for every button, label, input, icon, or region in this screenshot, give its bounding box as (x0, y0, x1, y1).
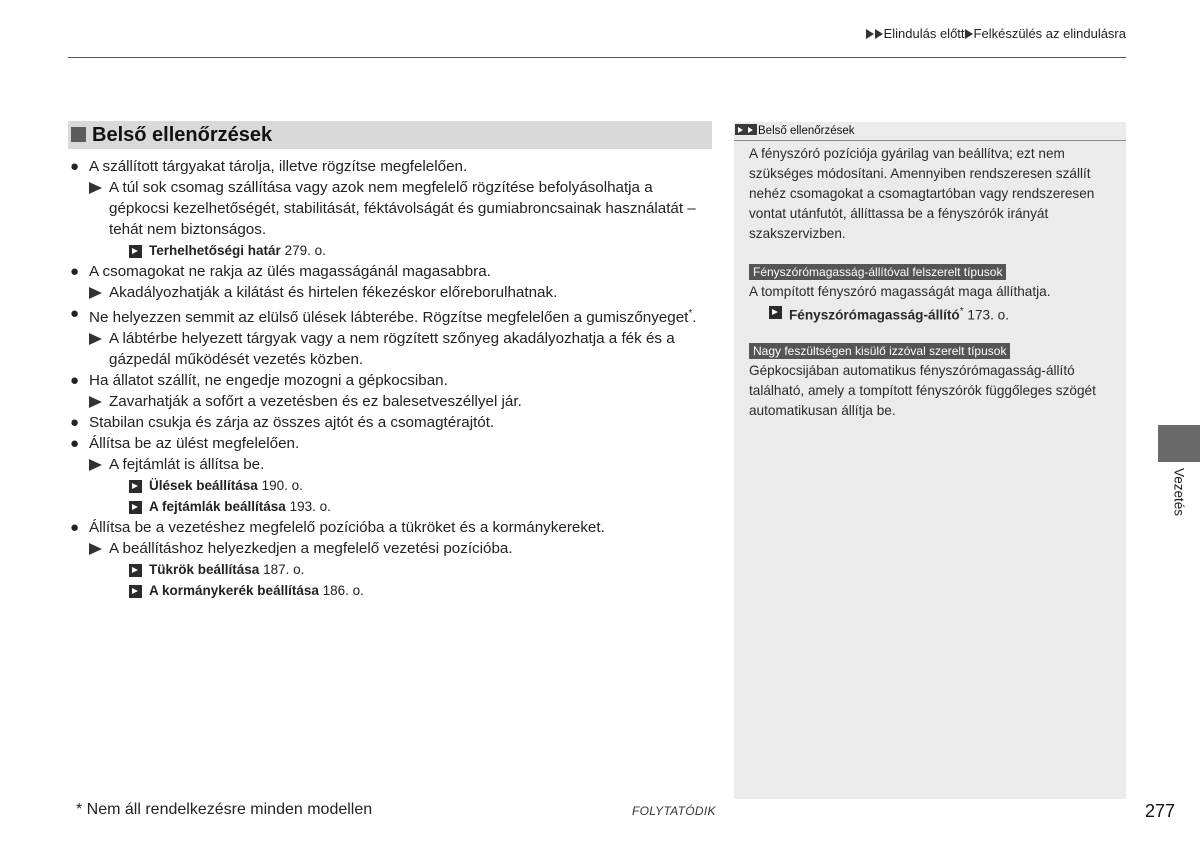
section-heading (68, 121, 712, 149)
side-panel-header (734, 122, 1126, 141)
reference-arrow-icon (129, 564, 142, 577)
reference-label[interactable]: A fejtámlák beállítása (149, 499, 286, 515)
cross-reference[interactable] (89, 475, 713, 496)
side-panel (734, 122, 1126, 799)
note (89, 282, 713, 303)
bullet-icon: ● (70, 414, 80, 432)
reference-arrow-icon (769, 306, 782, 319)
bullet-icon: ● (70, 435, 80, 453)
list-item-text: Ne helyezzen semmit az elülső ülések lábterébe. Rögzítse megfelelően a gumiszőnyeget (89, 309, 689, 327)
bullet-icon: ● (70, 263, 80, 280)
reference-page: 190. o. (261, 478, 303, 494)
bullet-icon: ● (70, 305, 80, 322)
list-item-text: Ha állatot szállít, ne engedje mozogni a gépkocsiban. (89, 372, 448, 390)
list-item-notes (68, 177, 713, 261)
reference-label[interactable]: Tükrök beállítása (149, 562, 260, 578)
side-text: A tompított fényszóró magasságát maga állíthatja. (749, 284, 1051, 299)
list-item (68, 433, 713, 454)
reference-page: 193. o. (289, 499, 331, 515)
note (89, 391, 713, 412)
reference-arrow-icon (129, 480, 142, 493)
side-panel-title: Belső ellenőrzések (758, 125, 855, 137)
reference-label[interactable]: A kormánykerék beállítása (149, 583, 319, 599)
breadcrumb-arrow-icon (866, 29, 874, 39)
bullet-icon: ● (70, 158, 80, 175)
side-text: Gépkocsijában automatikus fényszórómagasság-állító található, amely a tompított fényszórók függőleges szögét automatikusan állítja be. (749, 363, 1096, 418)
chapter-tab-label: Vezetés (1171, 467, 1187, 517)
reference-arrow-icon (129, 585, 142, 598)
cross-reference[interactable] (89, 559, 713, 580)
list-item-notes (68, 282, 713, 303)
variant-tag: Nagy feszültségen kisülő izzóval szerelt típusok (749, 343, 1010, 359)
list-item (68, 261, 713, 282)
chapter-tab[interactable] (1158, 462, 1200, 522)
continue-label: FOLYTATÓDIK (632, 804, 716, 818)
reference-page: 187. o. (263, 562, 305, 578)
note-arrow-icon (89, 287, 102, 299)
list-item (68, 412, 713, 433)
note (89, 538, 713, 559)
reference-page: 279. o. (284, 243, 326, 258)
side-header-arrow-icon (745, 124, 757, 135)
note (89, 454, 713, 475)
reference-arrow-icon (129, 245, 142, 258)
cross-reference[interactable] (89, 240, 713, 261)
list-item (68, 517, 713, 538)
footnote: * Nem áll rendelkezésre minden modellen (76, 801, 373, 818)
main-content (68, 156, 713, 601)
reference-label[interactable]: Ülések beállítása (149, 478, 258, 494)
note-text: Zavarhatják a sofőrt a vezetésben és ez balesetveszéllyel jár. (109, 393, 522, 411)
list-item-text: Állítsa be a vezetéshez megfelelő pozícióba a tükröket és a kormánykereket. (89, 519, 605, 537)
note-arrow-icon (89, 333, 102, 345)
note-arrow-icon (89, 182, 102, 194)
side-intro-text: A fényszóró pozíciója gyárilag van beállítva; ezt nem szükséges módosítani. Amennyiben rendszeresen szállít nehéz csomagokat a csomagtartóban vagy rendszeresen vontat utánfutót, állíttassa be a fényszórók irányát szakszervizben. (749, 146, 1095, 241)
note-arrow-icon (89, 396, 102, 408)
page-number: 277 (1145, 801, 1176, 821)
list-item-notes (68, 391, 713, 412)
note-text: A beállításhoz helyezkedjen a megfelelő vezetési pozícióba. (109, 540, 513, 558)
note-text: A túl sok csomag szállítása vagy azok nem megfelelő rögzítése befolyásolhatja a gépkocsi kezelhetőségét, stabilitását, féktávolságát és gumiabroncsainak használatát – tehát nem biztonságos. (109, 179, 696, 238)
breadcrumb-arrow-icon (965, 29, 973, 39)
side-cross-reference[interactable] (769, 302, 1009, 326)
footnote-marker: * (688, 308, 693, 319)
list-item-text-end: . (692, 309, 697, 327)
list-item-notes (68, 454, 713, 517)
bullet-icon: ● (70, 372, 80, 390)
chapter-tab-marker (1158, 425, 1200, 462)
note (89, 177, 713, 240)
reference-label[interactable]: Fényszórómagasság-állító (789, 307, 960, 323)
note-text: A fejtámlát is állítsa be. (109, 456, 265, 474)
bullet-icon: ● (70, 519, 80, 537)
list-item-text: Stabilan csukja és zárja az összes ajtót és a csomagtérajtót. (89, 414, 495, 432)
list-item-text: A csomagokat ne rakja az ülés magasságánál magasabbra. (89, 263, 491, 280)
reference-page: 173. o. (963, 307, 1009, 323)
breadcrumb-item[interactable]: Felkészülés az elindulásra (973, 26, 1126, 41)
list-item-text: A szállított tárgyakat tárolja, illetve rögzítse megfelelően. (89, 158, 468, 175)
cross-reference[interactable] (89, 580, 713, 601)
list-item-notes (68, 328, 713, 370)
section-square-icon (71, 127, 86, 142)
list-item (68, 303, 713, 328)
header-divider (68, 57, 1126, 58)
variant-tag: Fényszórómagasság-állítóval felszerelt típusok (749, 264, 1006, 280)
breadcrumb-item[interactable]: Elindulás előtt (883, 26, 965, 41)
note-arrow-icon (89, 459, 102, 471)
cross-reference[interactable] (89, 496, 713, 517)
section-title: Belső ellenőrzések (92, 124, 273, 146)
list-item-text: Állítsa be az ülést megfelelően. (89, 435, 300, 453)
note-arrow-icon (89, 543, 102, 555)
footnote-marker: * (959, 306, 964, 317)
reference-page: 186. o. (322, 583, 364, 599)
list-item (68, 156, 713, 177)
reference-arrow-icon (129, 501, 142, 514)
list-item (68, 370, 713, 391)
list-item-notes (68, 538, 713, 601)
note-text: Akadályozhatják a kilátást és hirtelen fékezéskor előreborulhatnak. (109, 284, 558, 301)
note-text: A lábtérbe helyezett tárgyak vagy a nem rögzített szőnyeg akadályozhatja a fék és a gázpedál működését vezetés közben. (109, 330, 675, 369)
reference-label[interactable]: Terhelhetőségi határ (149, 243, 281, 258)
breadcrumb-arrow-icon (875, 29, 883, 39)
note (89, 328, 713, 370)
breadcrumb (866, 26, 1126, 41)
